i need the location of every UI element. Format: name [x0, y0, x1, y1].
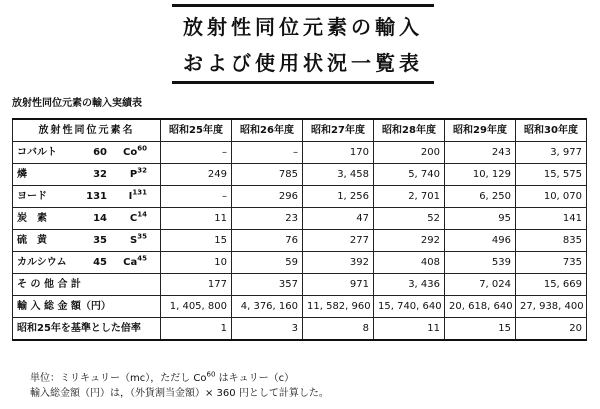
header-cell-s28: 昭和28年度	[374, 119, 445, 142]
value-cell: 1	[161, 318, 232, 341]
isotope-name: 炭 素	[17, 213, 47, 224]
footnote-unit-prefix: 単位：ミリキュリー（mc），ただし Co	[30, 373, 207, 384]
table-subtitle: 放射性同位元素の輸入実績表	[12, 98, 142, 109]
value-cell: 177	[161, 274, 232, 296]
value-cell: –	[232, 142, 303, 164]
header-cell-s29: 昭和29年度	[445, 119, 516, 142]
isotope-mass: 131	[86, 191, 107, 202]
value-cell: –	[161, 142, 232, 164]
value-cell: 8	[303, 318, 374, 341]
value-cell: 200	[374, 142, 445, 164]
value-cell: 76	[232, 230, 303, 252]
isotope-symbol: I	[128, 191, 133, 202]
value-cell: 52	[374, 208, 445, 230]
isotope-symbol-wrap	[107, 209, 147, 228]
isotope-name: ヨード	[17, 191, 47, 202]
isotope-symbol: P	[129, 169, 138, 180]
isotope-name-cell	[13, 142, 161, 164]
header-cell-name: 放射性同位元素名	[13, 119, 161, 142]
isotope-mass: 14	[93, 213, 107, 224]
value-cell: 15, 740, 640	[374, 296, 445, 318]
value-cell: 141	[516, 208, 587, 230]
isotope-name-cell	[13, 252, 161, 274]
import-total-label: 輸 入 総 金 額（円）	[13, 296, 161, 318]
isotope-name: コバルト	[17, 147, 57, 158]
header-cell-s25: 昭和25年度	[161, 119, 232, 142]
isotope-symbol-wrap	[107, 231, 147, 250]
ratio-label: 昭和25年を基準とした倍率	[13, 318, 161, 341]
value-cell: 20	[516, 318, 587, 341]
value-cell: 11	[374, 318, 445, 341]
table-row-other-total	[13, 274, 587, 296]
isotope-symbol-sup: 131	[132, 188, 147, 197]
header-cell-s30: 昭和30年度	[516, 119, 587, 142]
isotope-symbol-sup: 35	[137, 232, 147, 241]
value-cell: 11	[161, 208, 232, 230]
value-cell: 20, 618, 640	[445, 296, 516, 318]
isotope-symbol: C	[129, 213, 138, 224]
value-cell: 15	[161, 230, 232, 252]
header-cell-s26: 昭和26年度	[232, 119, 303, 142]
isotope-mass: 32	[93, 169, 107, 180]
value-cell: 735	[516, 252, 587, 274]
value-cell: 95	[445, 208, 516, 230]
value-cell: 7, 024	[445, 274, 516, 296]
isotope-name-cell	[13, 186, 161, 208]
value-cell: 47	[303, 208, 374, 230]
value-cell: 170	[303, 142, 374, 164]
header-cell-s27: 昭和27年度	[303, 119, 374, 142]
isotope-symbol: S	[130, 235, 138, 246]
table-row	[13, 252, 587, 274]
footnote-import-amount: 輸入総金額（円）は，（外貨割当金額）× 360 円として計算した。	[30, 388, 329, 399]
value-cell: 2, 701	[374, 186, 445, 208]
value-cell: 3	[232, 318, 303, 341]
value-cell: 835	[516, 230, 587, 252]
value-cell: 3, 436	[374, 274, 445, 296]
value-cell: 11, 582, 960	[303, 296, 374, 318]
value-cell: 296	[232, 186, 303, 208]
value-cell: 292	[374, 230, 445, 252]
value-cell: 10, 129	[445, 164, 516, 186]
isotope-symbol-sup: 32	[137, 166, 147, 175]
value-cell: 27, 938, 400	[516, 296, 587, 318]
table-row	[13, 164, 587, 186]
value-cell: 1, 405, 800	[161, 296, 232, 318]
isotope-mass: 45	[93, 257, 107, 268]
page-title-line-2: および使用状況一覧表	[183, 51, 423, 75]
value-cell: 357	[232, 274, 303, 296]
value-cell: 10, 070	[516, 186, 587, 208]
value-cell: 408	[374, 252, 445, 274]
value-cell: 971	[303, 274, 374, 296]
isotope-name-cell	[13, 164, 161, 186]
value-cell: 59	[232, 252, 303, 274]
value-cell: –	[161, 186, 232, 208]
footnote-unit-suffix: はキュリー（c）	[215, 373, 295, 384]
footnote-unit	[30, 371, 329, 386]
value-cell: 15, 669	[516, 274, 587, 296]
value-cell: 15, 575	[516, 164, 587, 186]
isotope-symbol-sup: 45	[137, 254, 147, 263]
table-row	[13, 186, 587, 208]
isotope-name: 硫 黄	[17, 235, 47, 246]
table-row	[13, 230, 587, 252]
other-total-label: そ の 他 合 計	[13, 274, 161, 296]
value-cell: 539	[445, 252, 516, 274]
footnote-unit-sup: 60	[206, 370, 216, 379]
isotope-name-cell	[13, 208, 161, 230]
page-title-line-1: 放射性同位元素の輸入	[183, 15, 423, 39]
isotope-symbol: Co	[123, 147, 138, 158]
isotope-name-cell	[13, 230, 161, 252]
table-row-ratio	[13, 318, 587, 341]
isotope-name: 燐	[17, 169, 27, 180]
value-cell: 785	[232, 164, 303, 186]
isotope-symbol-sup: 14	[137, 210, 147, 219]
value-cell: 15	[445, 318, 516, 341]
value-cell: 23	[232, 208, 303, 230]
table-header-row	[13, 119, 587, 142]
value-cell: 249	[161, 164, 232, 186]
isotope-mass: 35	[93, 235, 107, 246]
value-cell: 3, 458	[303, 164, 374, 186]
footnotes	[30, 371, 329, 401]
value-cell: 243	[445, 142, 516, 164]
table-row	[13, 142, 587, 164]
value-cell: 496	[445, 230, 516, 252]
table-row-import-total	[13, 296, 587, 318]
value-cell: 5, 740	[374, 164, 445, 186]
isotope-name: カルシウム	[17, 257, 67, 268]
value-cell: 4, 376, 160	[232, 296, 303, 318]
value-cell: 277	[303, 230, 374, 252]
value-cell: 3, 977	[516, 142, 587, 164]
value-cell: 1, 256	[303, 186, 374, 208]
isotope-symbol: Ca	[123, 257, 138, 268]
isotope-symbol-wrap	[107, 187, 147, 206]
import-table	[12, 118, 587, 341]
isotope-mass: 60	[93, 147, 107, 158]
value-cell: 392	[303, 252, 374, 274]
value-cell: 6, 250	[445, 186, 516, 208]
isotope-symbol-wrap	[107, 253, 147, 272]
table-row	[13, 208, 587, 230]
title-box	[172, 4, 434, 84]
value-cell: 10	[161, 252, 232, 274]
isotope-symbol-wrap	[107, 143, 147, 162]
isotope-symbol-sup: 60	[137, 144, 147, 153]
isotope-symbol-wrap	[107, 165, 147, 184]
